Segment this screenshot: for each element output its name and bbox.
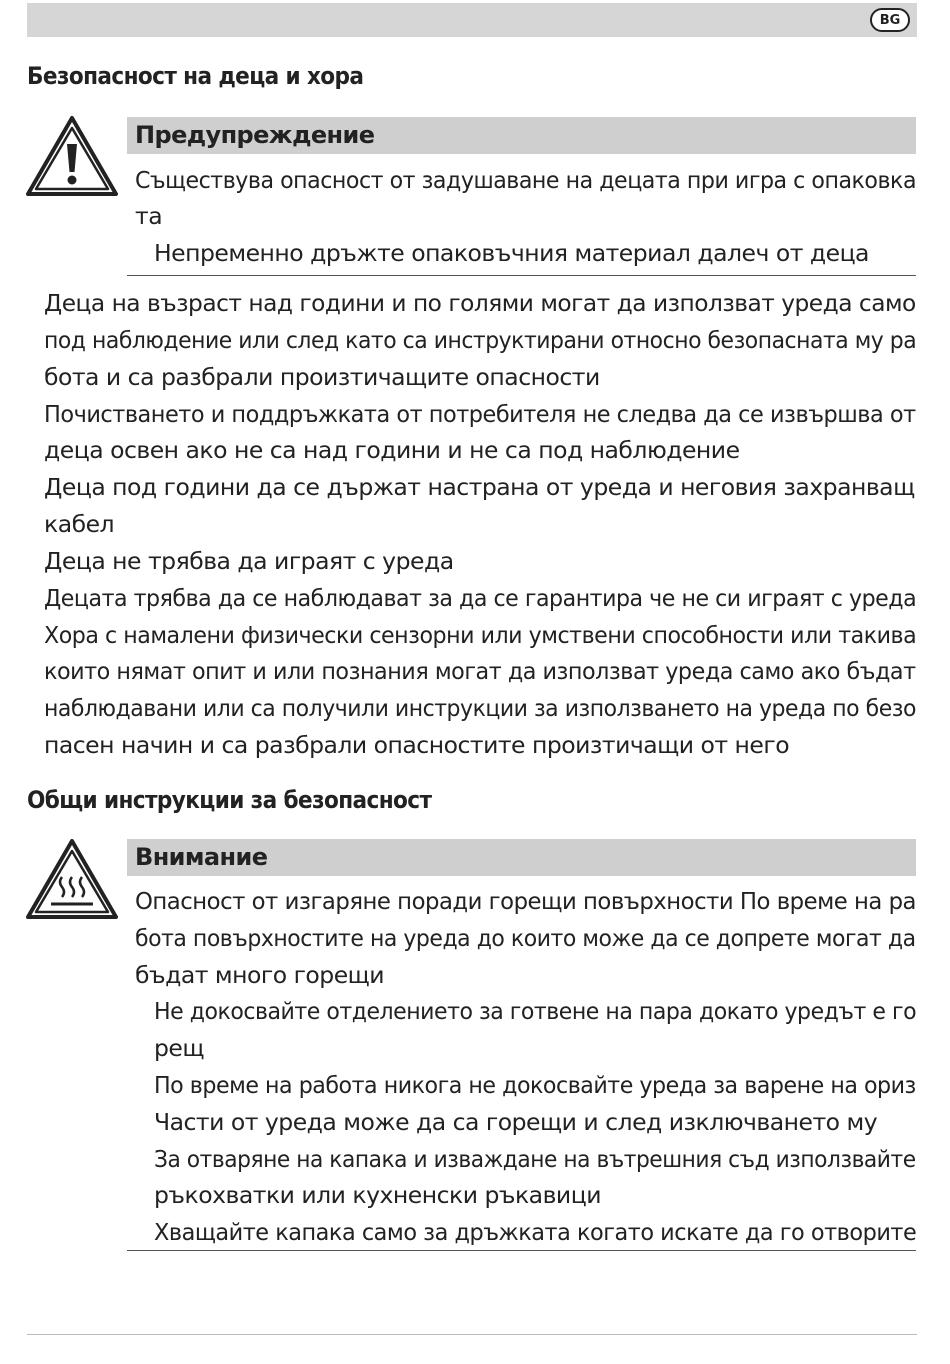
caution-box-rule (127, 1250, 916, 1251)
caution-instruction: Не докосвайте отделението за готвене на пара докато уредът е го (154, 997, 917, 1025)
body-text-line: които нямат опит и или познания могат да използват уреда само ако бъдат (44, 657, 916, 685)
warning-instruction: Непременно дръжте опаковъчния материал далеч от деца (154, 239, 869, 267)
section-title-general-safety: Общи инструкции за безопасност (27, 786, 432, 814)
body-text-line: Почистването и поддръжката от потребителя не следва да се извършва от (44, 400, 916, 428)
caution-instruction: ръкохватки или кухненски ръкавици (154, 1181, 601, 1209)
warning-box-rule (127, 275, 916, 276)
body-text-line: пасен начин и са разбрали опасностите произтичащи от него (44, 731, 790, 759)
body-text-line: бота и са разбрали произтичащите опасности (44, 363, 600, 391)
body-text-line: деца освен ако не са над години и не са под наблюдение (44, 436, 740, 464)
body-text-line: под наблюдение или след като са инструктирани относно безопасната му ра (44, 326, 917, 354)
body-text-line: Деца под години да се държат настрана от уреда и неговия захранващ (44, 473, 915, 501)
footer-rule (27, 1334, 917, 1335)
header-bar (27, 3, 917, 37)
language-badge: BG (870, 8, 910, 32)
body-text-line: Хора с намалени физически сензорни или умствени способности или такива (44, 621, 917, 649)
caution-instruction: За отваряне на капака и изваждане на вътрешния съд използвайте (154, 1145, 916, 1173)
warning-text-line: та (135, 202, 163, 230)
hot-surface-icon (24, 837, 120, 921)
warning-box-header: Предупреждение (127, 117, 916, 154)
caution-instruction: По време на работа никога не докосвайте уреда за варене на ориз (154, 1071, 916, 1099)
body-text-line: наблюдавани или са получили инструкции за използването на уреда по безо (44, 694, 916, 722)
section-title-child-safety: Безопасност на деца и хора (27, 62, 364, 90)
warning-triangle-icon (24, 114, 120, 198)
caution-text-line: Опасност от изгаряне поради горещи повърхности По време на ра (135, 887, 917, 915)
caution-text-line: бота повърхностите на уреда до които може да се допрете могат да (135, 924, 916, 952)
body-text-line: Децата трябва да се наблюдават за да се гарантира че не си играят с уреда (44, 584, 917, 612)
body-text-line: Деца не трябва да играят с уреда (44, 547, 454, 575)
caution-instruction: Части от уреда може да са горещи и след изключването му (154, 1108, 878, 1136)
caution-instruction: Хващайте капака само за дръжката когато искате да го отворите (154, 1218, 917, 1246)
caution-box-header: Внимание (127, 839, 916, 876)
caution-text-line: бъдат много горещи (135, 961, 385, 989)
warning-text-line: Съществува опасност от задушаване на децата при игра с опаковка (135, 166, 917, 194)
body-text-line: кабел (44, 510, 115, 538)
caution-instruction: рещ (154, 1034, 205, 1062)
body-text-line: Деца на възраст над години и по голями могат да използват уреда само (44, 289, 916, 317)
